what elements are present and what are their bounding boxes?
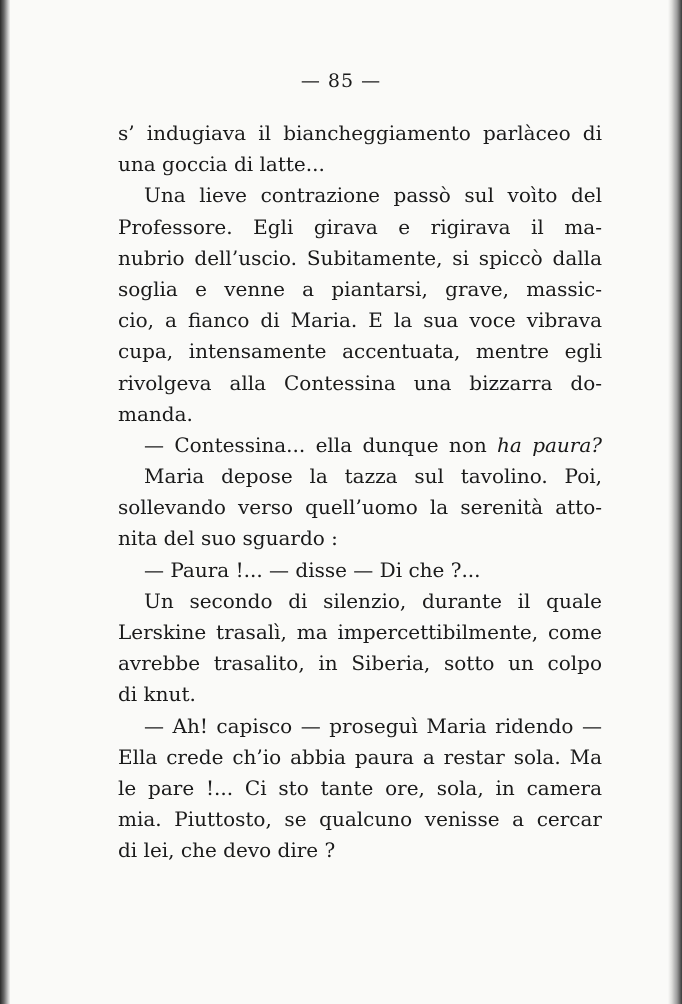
italic-text: ha paura? (497, 432, 603, 457)
dialogue-text: — Contessina... ella dunque non (144, 432, 498, 457)
page-number: — 85 — (300, 70, 382, 92)
text-line: s’ indugiava il biancheggiamento parlàceo di (118, 121, 602, 145)
text-line: rivolgeva alla Contessina una bizzarra do- (118, 370, 602, 395)
text-line: una goccia di latte... (118, 152, 325, 177)
text-line: di knut. (118, 682, 196, 707)
text-line: di lei, che devo dire ? (118, 838, 336, 863)
text-line: sollevando verso quell’uomo la serenità atto- (118, 495, 602, 520)
text-line: manda. (118, 401, 193, 426)
text-line (118, 430, 602, 461)
text-line: Una lieve contrazione passò sul voìto del (144, 183, 602, 208)
page-binding-shadow (0, 0, 10, 1004)
text-line: — Paura !... — disse — Di che ?... (144, 557, 481, 582)
text-line: cio, a fianco di Maria. E la sua voce vibrava (118, 308, 602, 333)
text-line: — Ah! capisco — proseguì Maria ridendo — (144, 713, 602, 738)
text-line: le pare !... Ci sto tante ore, sola, in camera (118, 775, 602, 800)
text-line: mia. Piuttosto, se qualcuno venisse a cercar (118, 807, 602, 832)
body-text (118, 118, 602, 867)
text-line: nita del suo sguardo : (118, 526, 338, 551)
text-line: Lerskine trasalì, ma impercettibilmente, come (118, 620, 602, 644)
text-line: nubrio dell’uscio. Subitamente, si spiccò dalla (118, 245, 602, 270)
text-line: soglia e venne a piantarsi, grave, massic- (118, 276, 602, 301)
text-line: cupa, intensamente accentuata, mentre egli (118, 339, 602, 364)
text-line: Un secondo di silenzio, durante il quale (144, 588, 602, 613)
page-edge-shadow (668, 0, 682, 1004)
text-line: Maria depose la tazza sul tavolino. Poi, (144, 464, 602, 489)
text-line: Ella crede ch’io abbia paura a restar sola. Ma (118, 744, 602, 769)
text-line: avrebbe trasalito, in Siberia, sotto un colpo (118, 651, 602, 676)
text-line: Professore. Egli girava e rigirava il ma- (118, 214, 602, 239)
